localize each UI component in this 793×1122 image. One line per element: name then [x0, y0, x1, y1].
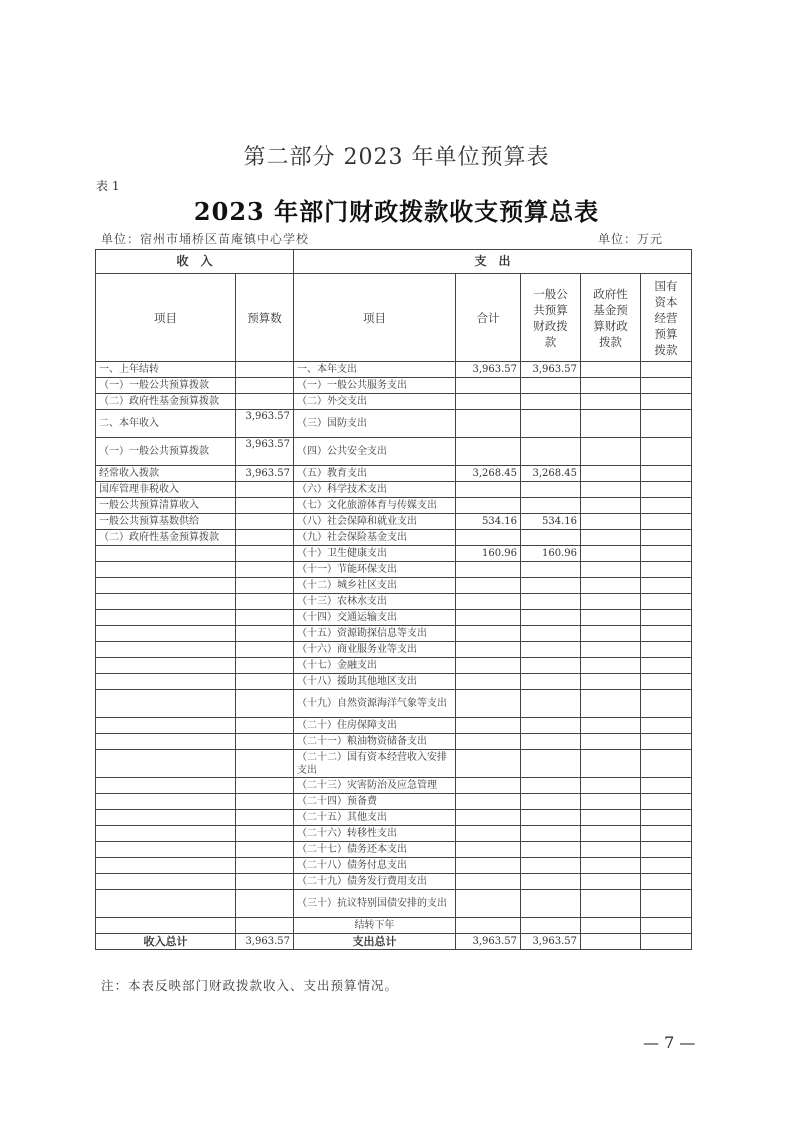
income-item — [96, 750, 236, 778]
state-capital-amount — [641, 842, 692, 858]
general-public-amount — [521, 842, 581, 858]
state-capital-amount — [641, 778, 692, 794]
expense-item: （二十九）债务发行费用支出 — [294, 874, 456, 890]
expense-total — [456, 482, 521, 498]
expense-total-label: 支出总计 — [294, 934, 456, 950]
general-public-amount — [521, 674, 581, 690]
general-public-amount — [521, 874, 581, 890]
state-capital-header: 国有资本经营预算拨款 — [641, 274, 692, 362]
table-row — [96, 734, 692, 750]
general-public-header: 一般公共预算财政拨款 — [521, 274, 581, 362]
expense-total: 3,963.57 — [456, 362, 521, 378]
table-row — [96, 858, 692, 874]
state-capital-amount — [641, 594, 692, 610]
expense-item: （二十四）预备费 — [294, 794, 456, 810]
general-public-amount — [521, 562, 581, 578]
income-amount — [236, 530, 294, 546]
income-amount — [236, 718, 294, 734]
expense-item-header: 项目 — [294, 274, 456, 362]
income-item: 经常收入拨款 — [96, 466, 236, 482]
total-header: 合计 — [456, 274, 521, 362]
expense-total — [456, 658, 521, 674]
gov-fund-amount — [581, 918, 641, 934]
income-item — [96, 874, 236, 890]
general-public-amount — [521, 498, 581, 514]
expense-item: （二）外交支出 — [294, 394, 456, 410]
income-item — [96, 690, 236, 718]
expense-total — [456, 594, 521, 610]
expense-total — [456, 562, 521, 578]
table-row — [96, 674, 692, 690]
expense-total — [456, 826, 521, 842]
expense-item: （五）教育支出 — [294, 466, 456, 482]
table-row — [96, 658, 692, 674]
table-row — [96, 498, 692, 514]
table-row — [96, 546, 692, 562]
column-header-row — [96, 274, 692, 362]
table-row — [96, 750, 692, 778]
expense-total — [456, 874, 521, 890]
state-capital-amount — [641, 642, 692, 658]
expense-item: （十五）资源勘探信息等支出 — [294, 626, 456, 642]
state-capital-amount — [641, 690, 692, 718]
income-amount — [236, 482, 294, 498]
expense-total — [456, 718, 521, 734]
income-amount — [236, 890, 294, 918]
gov-fund-amount — [581, 530, 641, 546]
expense-item: （八）社会保障和就业支出 — [294, 514, 456, 530]
expense-item: （二十八）债务付息支出 — [294, 858, 456, 874]
state-capital-amount — [641, 578, 692, 594]
income-total-amount: 3,963.57 — [236, 934, 294, 950]
expense-item: 一、本年支出 — [294, 362, 456, 378]
expense-item: （十四）交通运输支出 — [294, 610, 456, 626]
general-public-amount — [521, 642, 581, 658]
expense-item: （二十六）转移性支出 — [294, 826, 456, 842]
section-header-row — [96, 250, 692, 274]
general-public-amount — [521, 794, 581, 810]
income-amount — [236, 578, 294, 594]
gov-fund-amount — [581, 858, 641, 874]
expense-item: （九）社会保险基金支出 — [294, 530, 456, 546]
income-amount — [236, 514, 294, 530]
state-capital-amount — [641, 750, 692, 778]
expense-item: （十）卫生健康支出 — [294, 546, 456, 562]
expense-total — [456, 438, 521, 466]
income-amount — [236, 626, 294, 642]
table-title: 2023 年部门财政拨款收支预算总表 — [193, 197, 600, 226]
expense-total: 160.96 — [456, 546, 521, 562]
table-row — [96, 482, 692, 498]
state-capital-total — [641, 934, 692, 950]
table-row — [96, 718, 692, 734]
state-capital-amount — [641, 734, 692, 750]
income-item-header: 项目 — [96, 274, 236, 362]
income-item — [96, 594, 236, 610]
income-budget-header: 预算数 — [236, 274, 294, 362]
income-item: （一）一般公共预算拨款 — [96, 438, 236, 466]
income-item — [96, 578, 236, 594]
general-public-amount: 3,963.57 — [521, 362, 581, 378]
table-row — [96, 826, 692, 842]
gov-fund-amount — [581, 514, 641, 530]
budget-table — [95, 249, 692, 950]
expense-item: （十九）自然资源海洋气象等支出 — [294, 690, 456, 718]
gov-fund-amount — [581, 642, 641, 658]
table-row — [96, 610, 692, 626]
expense-item: （二十二）国有资本经营收入安排支出 — [294, 750, 456, 778]
gov-fund-amount — [581, 378, 641, 394]
table-row — [96, 378, 692, 394]
general-public-amount — [521, 890, 581, 918]
gov-fund-amount — [581, 674, 641, 690]
expense-total — [456, 410, 521, 438]
general-public-amount — [521, 810, 581, 826]
expense-total — [456, 674, 521, 690]
general-public-amount — [521, 718, 581, 734]
table-row — [96, 394, 692, 410]
expense-total — [456, 626, 521, 642]
expense-item: （十二）城乡社区支出 — [294, 578, 456, 594]
income-amount — [236, 378, 294, 394]
expense-item: （十六）商业服务业等支出 — [294, 642, 456, 658]
general-public-amount: 534.16 — [521, 514, 581, 530]
gov-fund-amount — [581, 498, 641, 514]
state-capital-amount — [641, 378, 692, 394]
income-item: 一般公共预算基数供给 — [96, 514, 236, 530]
state-capital-amount — [641, 810, 692, 826]
general-public-amount — [521, 626, 581, 642]
table-number: 表 1 — [96, 179, 120, 193]
income-item: 一、上年结转 — [96, 362, 236, 378]
expense-total — [456, 378, 521, 394]
expense-total: 3,268.45 — [456, 466, 521, 482]
table-row — [96, 874, 692, 890]
expense-total — [456, 394, 521, 410]
general-public-amount — [521, 918, 581, 934]
state-capital-amount — [641, 858, 692, 874]
gov-fund-amount — [581, 482, 641, 498]
table-row — [96, 890, 692, 918]
income-item — [96, 778, 236, 794]
expense-total — [456, 642, 521, 658]
expense-total — [456, 858, 521, 874]
state-capital-amount — [641, 562, 692, 578]
expense-item: （四）公共安全支出 — [294, 438, 456, 466]
state-capital-amount — [641, 626, 692, 642]
income-amount — [236, 642, 294, 658]
gov-fund-amount — [581, 562, 641, 578]
income-item — [96, 858, 236, 874]
expense-item: （三）国防支出 — [294, 410, 456, 438]
gov-fund-amount — [581, 690, 641, 718]
income-amount — [236, 794, 294, 810]
table-row — [96, 594, 692, 610]
page-number: — 7 — — [643, 1033, 696, 1052]
general-public-amount — [521, 658, 581, 674]
income-item — [96, 546, 236, 562]
footnote: 注：本表反映部门财政拨款收入、支出预算情况。 — [101, 978, 399, 993]
expense-item: （二十一）粮油物资储备支出 — [294, 734, 456, 750]
gov-fund-amount — [581, 594, 641, 610]
gov-fund-amount — [581, 362, 641, 378]
state-capital-amount — [641, 546, 692, 562]
income-amount — [236, 810, 294, 826]
income-item: （二）政府性基金预算拨款 — [96, 530, 236, 546]
income-amount — [236, 658, 294, 674]
income-amount — [236, 750, 294, 778]
gov-fund-amount — [581, 394, 641, 410]
state-capital-amount — [641, 674, 692, 690]
table-row — [96, 842, 692, 858]
gov-fund-amount — [581, 438, 641, 466]
general-public-amount — [521, 690, 581, 718]
income-item — [96, 718, 236, 734]
state-capital-amount — [641, 438, 692, 466]
expense-total — [456, 890, 521, 918]
gov-fund-amount — [581, 578, 641, 594]
expense-total — [456, 530, 521, 546]
gov-fund-amount — [581, 778, 641, 794]
expense-total — [456, 578, 521, 594]
income-amount — [236, 674, 294, 690]
state-capital-amount — [641, 466, 692, 482]
income-amount — [236, 690, 294, 718]
general-public-amount — [521, 530, 581, 546]
general-public-amount — [521, 410, 581, 438]
expense-item: （二十五）其他支出 — [294, 810, 456, 826]
table-row — [96, 362, 692, 378]
gov-fund-amount — [581, 794, 641, 810]
table-row — [96, 578, 692, 594]
expense-item: （二十七）债务还本支出 — [294, 842, 456, 858]
state-capital-amount — [641, 658, 692, 674]
state-capital-amount — [641, 482, 692, 498]
state-capital-amount — [641, 826, 692, 842]
state-capital-amount — [641, 530, 692, 546]
table-row — [96, 778, 692, 794]
general-public-amount — [521, 826, 581, 842]
table-row — [96, 410, 692, 438]
gov-fund-total — [581, 934, 641, 950]
income-amount — [236, 778, 294, 794]
state-capital-amount — [641, 718, 692, 734]
income-amount — [236, 362, 294, 378]
expense-total — [456, 750, 521, 778]
income-amount — [236, 594, 294, 610]
general-public-amount — [521, 482, 581, 498]
gov-fund-amount — [581, 546, 641, 562]
general-public-amount — [521, 438, 581, 466]
table-row — [96, 810, 692, 826]
table-row — [96, 642, 692, 658]
income-item — [96, 842, 236, 858]
expense-item: 结转下年 — [294, 918, 456, 934]
state-capital-amount — [641, 394, 692, 410]
gov-fund-amount — [581, 626, 641, 642]
general-public-amount — [521, 394, 581, 410]
state-capital-amount — [641, 874, 692, 890]
expense-total — [456, 918, 521, 934]
expense-item: （一）一般公共服务支出 — [294, 378, 456, 394]
table-row — [96, 626, 692, 642]
expense-total — [456, 498, 521, 514]
expense-item: （二十）住房保障支出 — [294, 718, 456, 734]
income-amount — [236, 842, 294, 858]
state-capital-amount — [641, 794, 692, 810]
income-item — [96, 610, 236, 626]
expense-total — [456, 778, 521, 794]
income-amount — [236, 610, 294, 626]
income-item — [96, 794, 236, 810]
expense-total — [456, 794, 521, 810]
table-row — [96, 438, 692, 466]
expense-total: 534.16 — [456, 514, 521, 530]
expense-item: （十一）节能环保支出 — [294, 562, 456, 578]
income-item: （二）政府性基金预算拨款 — [96, 394, 236, 410]
general-public-amount — [521, 578, 581, 594]
general-public-total: 3,963.57 — [521, 934, 581, 950]
expense-total-amount: 3,963.57 — [456, 934, 521, 950]
expense-section-header: 支 出 — [294, 250, 692, 274]
state-capital-amount — [641, 362, 692, 378]
expense-total — [456, 610, 521, 626]
expense-total — [456, 810, 521, 826]
income-item: 二、本年收入 — [96, 410, 236, 438]
income-item — [96, 826, 236, 842]
unit-organization: 单位：宿州市埇桥区苗庵镇中心学校 — [101, 232, 310, 246]
expense-item: （十七）金融支出 — [294, 658, 456, 674]
income-amount — [236, 874, 294, 890]
income-amount: 3,963.57 — [236, 466, 294, 482]
expense-item: （十八）援助其他地区支出 — [294, 674, 456, 690]
income-amount: 3,963.57 — [236, 410, 294, 438]
table-row — [96, 514, 692, 530]
income-amount — [236, 562, 294, 578]
general-public-amount — [521, 378, 581, 394]
income-amount — [236, 546, 294, 562]
state-capital-amount — [641, 918, 692, 934]
income-item: 国库管理非税收入 — [96, 482, 236, 498]
expense-item: （二十三）灾害防治及应急管理 — [294, 778, 456, 794]
income-item — [96, 562, 236, 578]
gov-fund-amount — [581, 874, 641, 890]
state-capital-amount — [641, 610, 692, 626]
general-public-amount — [521, 594, 581, 610]
state-capital-amount — [641, 498, 692, 514]
income-item: 一般公共预算清算收入 — [96, 498, 236, 514]
table-row — [96, 530, 692, 546]
income-amount — [236, 826, 294, 842]
part-title: 第二部分 2023 年单位预算表 — [243, 145, 550, 170]
gov-fund-amount — [581, 842, 641, 858]
state-capital-amount — [641, 890, 692, 918]
income-item — [96, 642, 236, 658]
gov-fund-amount — [581, 466, 641, 482]
income-item: （一）一般公共预算拨款 — [96, 378, 236, 394]
state-capital-amount — [641, 410, 692, 438]
income-amount — [236, 858, 294, 874]
income-amount — [236, 498, 294, 514]
expense-item: （十三）农林水支出 — [294, 594, 456, 610]
table-row — [96, 466, 692, 482]
table-row — [96, 794, 692, 810]
income-item — [96, 674, 236, 690]
general-public-amount: 160.96 — [521, 546, 581, 562]
general-public-amount — [521, 858, 581, 874]
table-row — [96, 562, 692, 578]
general-public-amount — [521, 610, 581, 626]
unit-currency: 单位：万元 — [598, 232, 664, 246]
gov-fund-amount — [581, 658, 641, 674]
gov-fund-amount — [581, 826, 641, 842]
gov-fund-amount — [581, 718, 641, 734]
state-capital-amount — [641, 514, 692, 530]
income-total-label: 收入总计 — [96, 934, 236, 950]
income-amount: 3,963.57 — [236, 438, 294, 466]
expense-total — [456, 842, 521, 858]
table-row — [96, 918, 692, 934]
gov-fund-amount — [581, 890, 641, 918]
income-item — [96, 810, 236, 826]
table-row — [96, 690, 692, 718]
income-item — [96, 658, 236, 674]
income-item — [96, 626, 236, 642]
income-amount — [236, 918, 294, 934]
expense-total — [456, 734, 521, 750]
gov-fund-amount — [581, 610, 641, 626]
general-public-amount: 3,268.45 — [521, 466, 581, 482]
income-item — [96, 734, 236, 750]
general-public-amount — [521, 778, 581, 794]
expense-item: （三十）抗议特别国债安排的支出 — [294, 890, 456, 918]
gov-fund-header: 政府性基金预算财政拨款 — [581, 274, 641, 362]
general-public-amount — [521, 750, 581, 778]
expense-item: （七）文化旅游体育与传媒支出 — [294, 498, 456, 514]
gov-fund-amount — [581, 410, 641, 438]
general-public-amount — [521, 734, 581, 750]
gov-fund-amount — [581, 750, 641, 778]
expense-item: （六）科学技术支出 — [294, 482, 456, 498]
income-amount — [236, 734, 294, 750]
income-amount — [236, 394, 294, 410]
income-section-header: 收 入 — [96, 250, 294, 274]
income-item — [96, 918, 236, 934]
expense-total — [456, 690, 521, 718]
gov-fund-amount — [581, 810, 641, 826]
income-item — [96, 890, 236, 918]
gov-fund-amount — [581, 734, 641, 750]
totals-row — [96, 934, 692, 950]
